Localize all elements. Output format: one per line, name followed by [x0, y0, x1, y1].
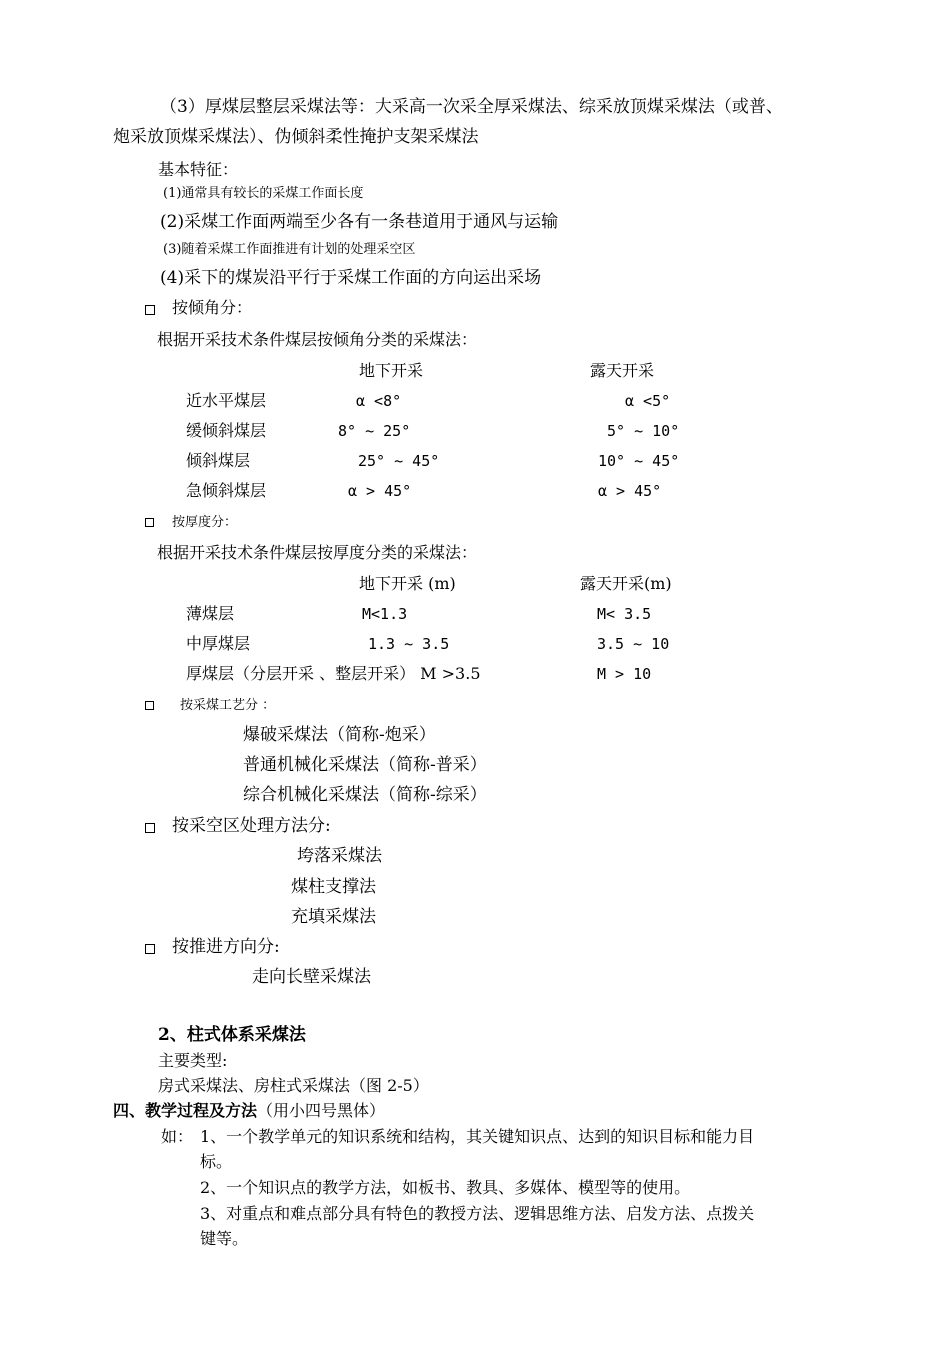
dip-row-name: 倾斜煤层 [186, 451, 251, 470]
process-item: 普通机械化采煤法（简称-普采） [243, 755, 487, 775]
thickness-heading: 按厚度分： [172, 515, 238, 530]
section4-item-cont: 标。 [200, 1152, 233, 1171]
dip-row-name: 缓倾斜煤层 [186, 421, 267, 440]
dip-intro: 根据开采技术条件煤层按倾角分类的采煤法： [157, 330, 478, 349]
thickness-row-name: 薄煤层 [186, 604, 235, 623]
section4-item: 1、一个教学单元的知识系统和结构，其关键知识点、达到的知识目标和能力目 [200, 1127, 755, 1146]
checkbox-bullet-icon [145, 518, 154, 527]
section4-title: 四、教学过程及方法 [113, 1101, 258, 1120]
advance-item: 走向长壁采煤法 [252, 967, 371, 987]
thickness-row-name: 厚煤层（分层开采 、整层开采） M >3.5 [186, 664, 481, 683]
process-heading: 按采煤工艺分 ： [180, 698, 276, 713]
pillar-types-label: 主要类型: [158, 1051, 228, 1070]
section4-item-cont: 键等。 [200, 1229, 249, 1248]
dip-col-open-pit: 露天开采 [590, 361, 655, 380]
dip-row-underground: 8° ~ 25° [338, 422, 411, 440]
goaf-heading: 按采空区处理方法分: [172, 816, 331, 836]
dip-row-name: 急倾斜煤层 [186, 481, 267, 500]
thickness-col-underground: 地下开采 (m) [359, 574, 456, 593]
goaf-item: 煤柱支撑法 [291, 877, 376, 897]
checkbox-bullet-icon [145, 305, 155, 315]
feature-item-1: (1)通常具有较长的采煤工作面长度 [163, 186, 364, 201]
section4-item: 2、一个知识点的教学方法，如板书、教具、多媒体、模型等的使用。 [200, 1178, 691, 1197]
dip-row-underground: α <8° [356, 392, 402, 410]
feature-item-4: (4)采下的煤炭沿平行于采煤工作面的方向运出采场 [160, 268, 542, 288]
dip-row-open-pit: α > 45° [598, 482, 662, 500]
dip-row-underground: 25° ~ 45° [358, 452, 440, 470]
feature-item-3: (3)随着采煤工作面推进有计划的处理采空区 [163, 242, 416, 257]
thickness-col-open-pit: 露天开采(m) [580, 574, 672, 593]
checkbox-bullet-icon [145, 701, 154, 710]
pillar-title: 2、柱式体系采煤法 [158, 1025, 306, 1045]
dip-row-underground: α > 45° [348, 482, 412, 500]
dip-row-name: 近水平煤层 [186, 391, 267, 410]
checkbox-bullet-icon [145, 944, 155, 954]
thickness-row-open-pit: 3.5 ~ 10 [597, 635, 670, 653]
dip-row-open-pit: α <5° [625, 392, 671, 410]
goaf-item: 充填采煤法 [291, 907, 376, 927]
thick-seam-line-1: （3）厚煤层整层采煤法等：大采高一次采全厚采煤法、综采放顶煤采煤法（或普、 [160, 97, 783, 117]
dip-col-underground: 地下开采 [359, 361, 424, 380]
advance-heading: 按推进方向分: [172, 937, 280, 957]
thickness-row-name: 中厚煤层 [186, 634, 251, 653]
thickness-row-open-pit: M< 3.5 [597, 605, 652, 623]
thickness-row-open-pit: M > 10 [597, 665, 652, 683]
checkbox-bullet-icon [145, 823, 155, 833]
thickness-row-underground: 1.3 ~ 3.5 [368, 635, 450, 653]
process-item: 爆破采煤法（简称-炮采） [243, 725, 436, 745]
thickness-row-underground: M<1.3 [362, 605, 408, 623]
thickness-intro: 根据开采技术条件煤层按厚度分类的采煤法： [157, 543, 478, 562]
dip-row-open-pit: 5° ~ 10° [607, 422, 680, 440]
dip-row-open-pit: 10° ~ 45° [598, 452, 680, 470]
thick-seam-line-2: 炮采放顶煤采煤法）、伪倾斜柔性掩护支架采煤法 [113, 127, 479, 147]
features-title: 基本特征： [158, 160, 239, 179]
section4-note: （用小四号黑体） [257, 1101, 386, 1120]
pillar-types: 房式采煤法、房柱式采煤法（图 2-5） [158, 1076, 429, 1095]
section4-heading [113, 1103, 385, 1119]
process-item: 综合机械化采煤法（简称-综采） [243, 785, 487, 805]
section4-item: 3、对重点和难点部分具有特色的教授方法、逻辑思维方法、启发方法、点拨关 [200, 1204, 755, 1223]
feature-item-2: (2)采煤工作面两端至少各有一条巷道用于通风与运输 [160, 212, 559, 232]
goaf-item: 垮落采煤法 [297, 846, 382, 866]
dip-heading: 按倾角分： [172, 298, 253, 317]
section4-prefix: 如： [161, 1127, 194, 1146]
